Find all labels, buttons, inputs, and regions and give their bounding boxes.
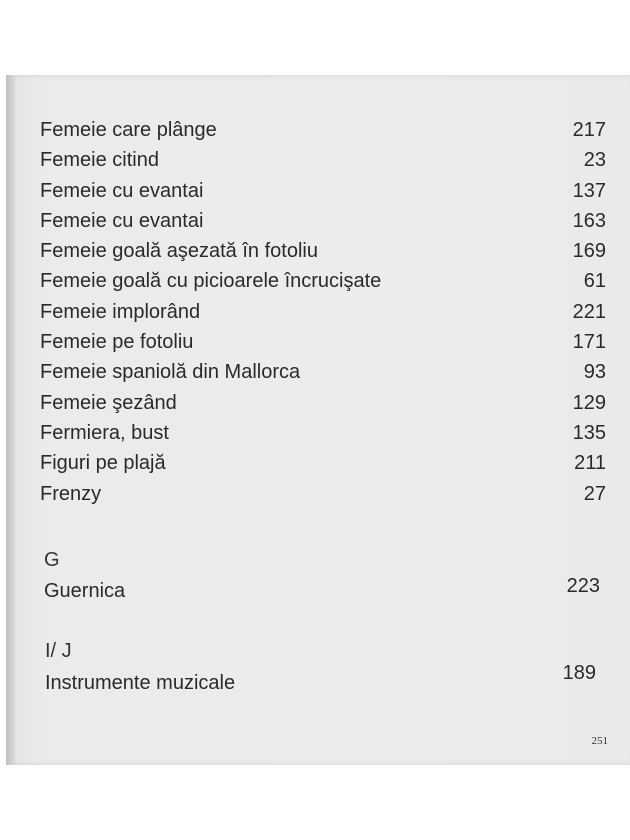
entry-page-number: 221 (572, 300, 606, 323)
entry-title: Figuri pe plajă (40, 452, 166, 475)
entry-title: Femeie pe fotoliu (40, 331, 194, 354)
entry-page-number: 137 (572, 179, 606, 202)
index-entry (40, 176, 606, 206)
section-entry-title: Guernica (44, 580, 126, 602)
section-letter-heading: G (44, 549, 60, 571)
index-entry (40, 297, 606, 327)
section-entry-title: Instrumente muzicale (45, 672, 236, 694)
entry-page-number: 169 (572, 240, 606, 263)
entry-title: Femeie goală cu picioarele încrucişate (40, 270, 382, 293)
entry-title: Femeie cu evantai (40, 179, 204, 202)
page-folio-number: 251 (591, 735, 608, 747)
entry-title: Femeie implorând (40, 300, 201, 323)
index-entry (40, 327, 606, 357)
entry-page-number: 211 (574, 452, 606, 475)
book-page (6, 75, 630, 765)
entry-page-number: 217 (572, 119, 606, 141)
entry-page-number: 23 (583, 149, 606, 172)
entry-page-number: 61 (583, 270, 606, 293)
entry-page-number: 93 (583, 361, 606, 384)
entry-title: Femeie care plânge (40, 119, 217, 141)
entry-title: Fermiera, bust (40, 421, 169, 444)
section-entry-page-number: 189 (562, 662, 596, 684)
entry-title: Femeie goală aşezată în fotoliu (40, 240, 318, 263)
entry-title: Frenzy (40, 482, 102, 505)
entry-page-number: 135 (572, 421, 606, 444)
entry-page-number: 171 (572, 331, 606, 354)
index-entry (40, 236, 606, 266)
index-entry (40, 448, 606, 478)
entry-page-number: 163 (572, 209, 606, 232)
background-margin (0, 765, 630, 840)
index-entries-list (40, 115, 606, 509)
index-entry (40, 266, 606, 296)
section-letter-heading: I/ J (45, 640, 72, 662)
section-entry-page-number: 223 (566, 575, 600, 597)
index-entry (40, 418, 606, 448)
index-entry (40, 206, 606, 236)
entry-title: Femeie spaniolă din Mallorca (40, 361, 301, 384)
index-entry (40, 115, 606, 145)
entry-title: Femeie cu evantai (40, 209, 204, 232)
entry-title: Femeie şezând (40, 391, 177, 414)
index-entry (40, 357, 606, 387)
index-entry (40, 479, 606, 509)
entry-title: Femeie citind (40, 149, 159, 172)
index-entry (40, 145, 606, 175)
index-entry (40, 388, 606, 418)
entry-page-number: 129 (572, 391, 606, 414)
page-gutter-shadow (6, 75, 15, 765)
entry-page-number: 27 (583, 482, 606, 505)
